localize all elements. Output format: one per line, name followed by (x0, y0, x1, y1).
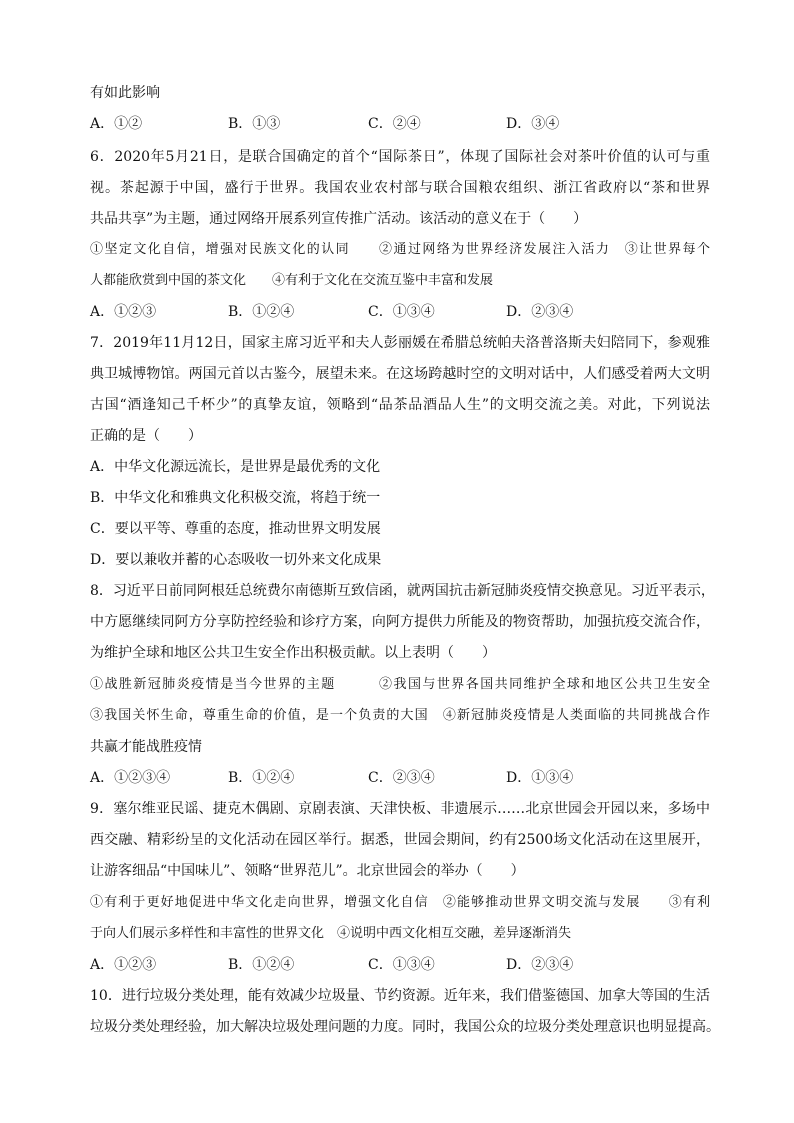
question-6-text: 共品共享”为主题，通过网络开展系列宣传推广活动。该活动的意义在于（ ） (90, 211, 588, 227)
answer-options (90, 303, 710, 321)
question-9-text: 9．塞尔维亚民谣、捷克木偶剧、京剧表演、天津快板、非遗展示……北京世园会开园以来，多场中 (90, 801, 710, 817)
question-9-statements: ①有利于更好地促进中华文化走向世界，增强文化自信 ②能够推动世界文明交流与发展 ③有利 (90, 895, 710, 910)
option-d: D．①③④ (506, 770, 574, 786)
question-7-text: 正确的是（ ） (90, 428, 202, 444)
answer-options (90, 769, 710, 787)
text-line: 有如此影响 (90, 85, 160, 101)
question-8-text: 为维护全球和地区公共卫生安全作出积极贡献。以上表明（ ） (90, 645, 496, 661)
option-c: C．①③④ (368, 957, 435, 973)
answer-options (90, 956, 710, 974)
question-9-statements: 于向人们展示多样性和丰富性的世界文化 ④说明中西文化相互交融，差异逐渐消失 (90, 926, 572, 941)
option-c: C．②④ (368, 116, 421, 132)
question-7-text: 7．2019年11月12日，国家主席习近平和夫人彭丽媛在希腊总统帕夫洛普洛斯夫妇陪同下，参观雅 (90, 335, 710, 351)
option-a: A．①②③④ (90, 770, 171, 786)
option-b: B．①③ (228, 116, 281, 132)
question-8-statements: 共赢才能战胜疫情 (90, 739, 202, 755)
question-8-text: 中方愿继续同阿方分享防控经验和诊疗方案，向阿方提供力所能及的物资帮助，加强抗疫交流合作， (90, 614, 710, 630)
option-c: C．①③④ (368, 304, 435, 320)
question-8-statements: ③我国关怀生命，尊重生命的价值，是一个负责的大国 ④新冠肺炎疫情是人类面临的共同挑战合作 (90, 708, 710, 723)
option-d: D．③④ (506, 116, 560, 132)
question-7-text: 古国“酒逢知己千杯少”的真挚友谊，领略到“品茶品酒品人生”的文明交流之美。对此，下列说法 (90, 397, 710, 413)
answer-options (90, 115, 710, 133)
option-d: D．要以兼收并蓄的心态吸收一切外来文化成果 (90, 552, 382, 568)
option-a: A．中华文化源远流长，是世界是最优秀的文化 (90, 459, 381, 475)
option-d: D．②③④ (506, 304, 574, 320)
question-6-text: 6．2020年5月21日，是联合国确定的首个“国际茶日”，体现了国际社会对茶叶价值的认可与重 (90, 149, 710, 165)
question-8-text: 8．习近平日前同阿根廷总统费尔南德斯互致信函，就两国抗击新冠肺炎疫情交换意见。习近平表示， (90, 583, 715, 599)
option-b: B．①②④ (228, 304, 295, 320)
question-7-text: 典卫城博物馆。两国元首以古鉴今，展望未来。在这场跨越时空的文明对话中，人们感受着两大文明 (90, 366, 710, 382)
option-c: C．②③④ (368, 770, 435, 786)
option-d: D．②③④ (506, 957, 574, 973)
question-10-text: 垃圾分类处理经验，加大解决垃圾处理问题的力度。同时，我国公众的垃圾分类处理意识也明显提高。 (90, 1019, 720, 1035)
question-6-statements: ①坚定文化自信，增强对民族文化的认同 ②通过网络为世界经济发展注入活力 ③让世界每个 (90, 242, 710, 257)
option-b: B．①②④ (228, 957, 295, 973)
option-a: A．①② (90, 116, 143, 132)
option-a: A．①②③ (90, 304, 157, 320)
question-9-text: 西交融、精彩纷呈的文化活动在园区举行。据悉，世园会期间，约有2500场文化活动在这里展开， (90, 832, 710, 848)
question-10-text: 10．进行垃圾分类处理，能有效减少垃圾量、节约资源。近年来，我们借鉴德国、加拿大等国的生活 (90, 988, 710, 1004)
option-b: B．①②④ (228, 770, 295, 786)
option-c: C．要以平等、尊重的态度，推动世界文明发展 (90, 521, 381, 537)
option-a: A．①②③ (90, 957, 157, 973)
option-b: B．中华文化和雅典文化积极交流，将趋于统一 (90, 490, 381, 506)
question-9-text: 让游客细品“中国味儿”、领略“世界范儿”。北京世园会的举办（ ） (90, 863, 525, 879)
question-6-statements: 人都能欣赏到中国的茶文化 ④有利于文化在交流互鉴中丰富和发展 (90, 273, 494, 288)
question-8-statements: ①战胜新冠肺炎疫情是当今世界的主题 ②我国与世界各国共同维护全球和地区公共卫生安全 (90, 677, 710, 692)
question-6-text: 视。茶起源于中国，盛行于世界。我国农业农村部与联合国粮农组织、浙江省政府以“茶和世界 (90, 180, 710, 196)
